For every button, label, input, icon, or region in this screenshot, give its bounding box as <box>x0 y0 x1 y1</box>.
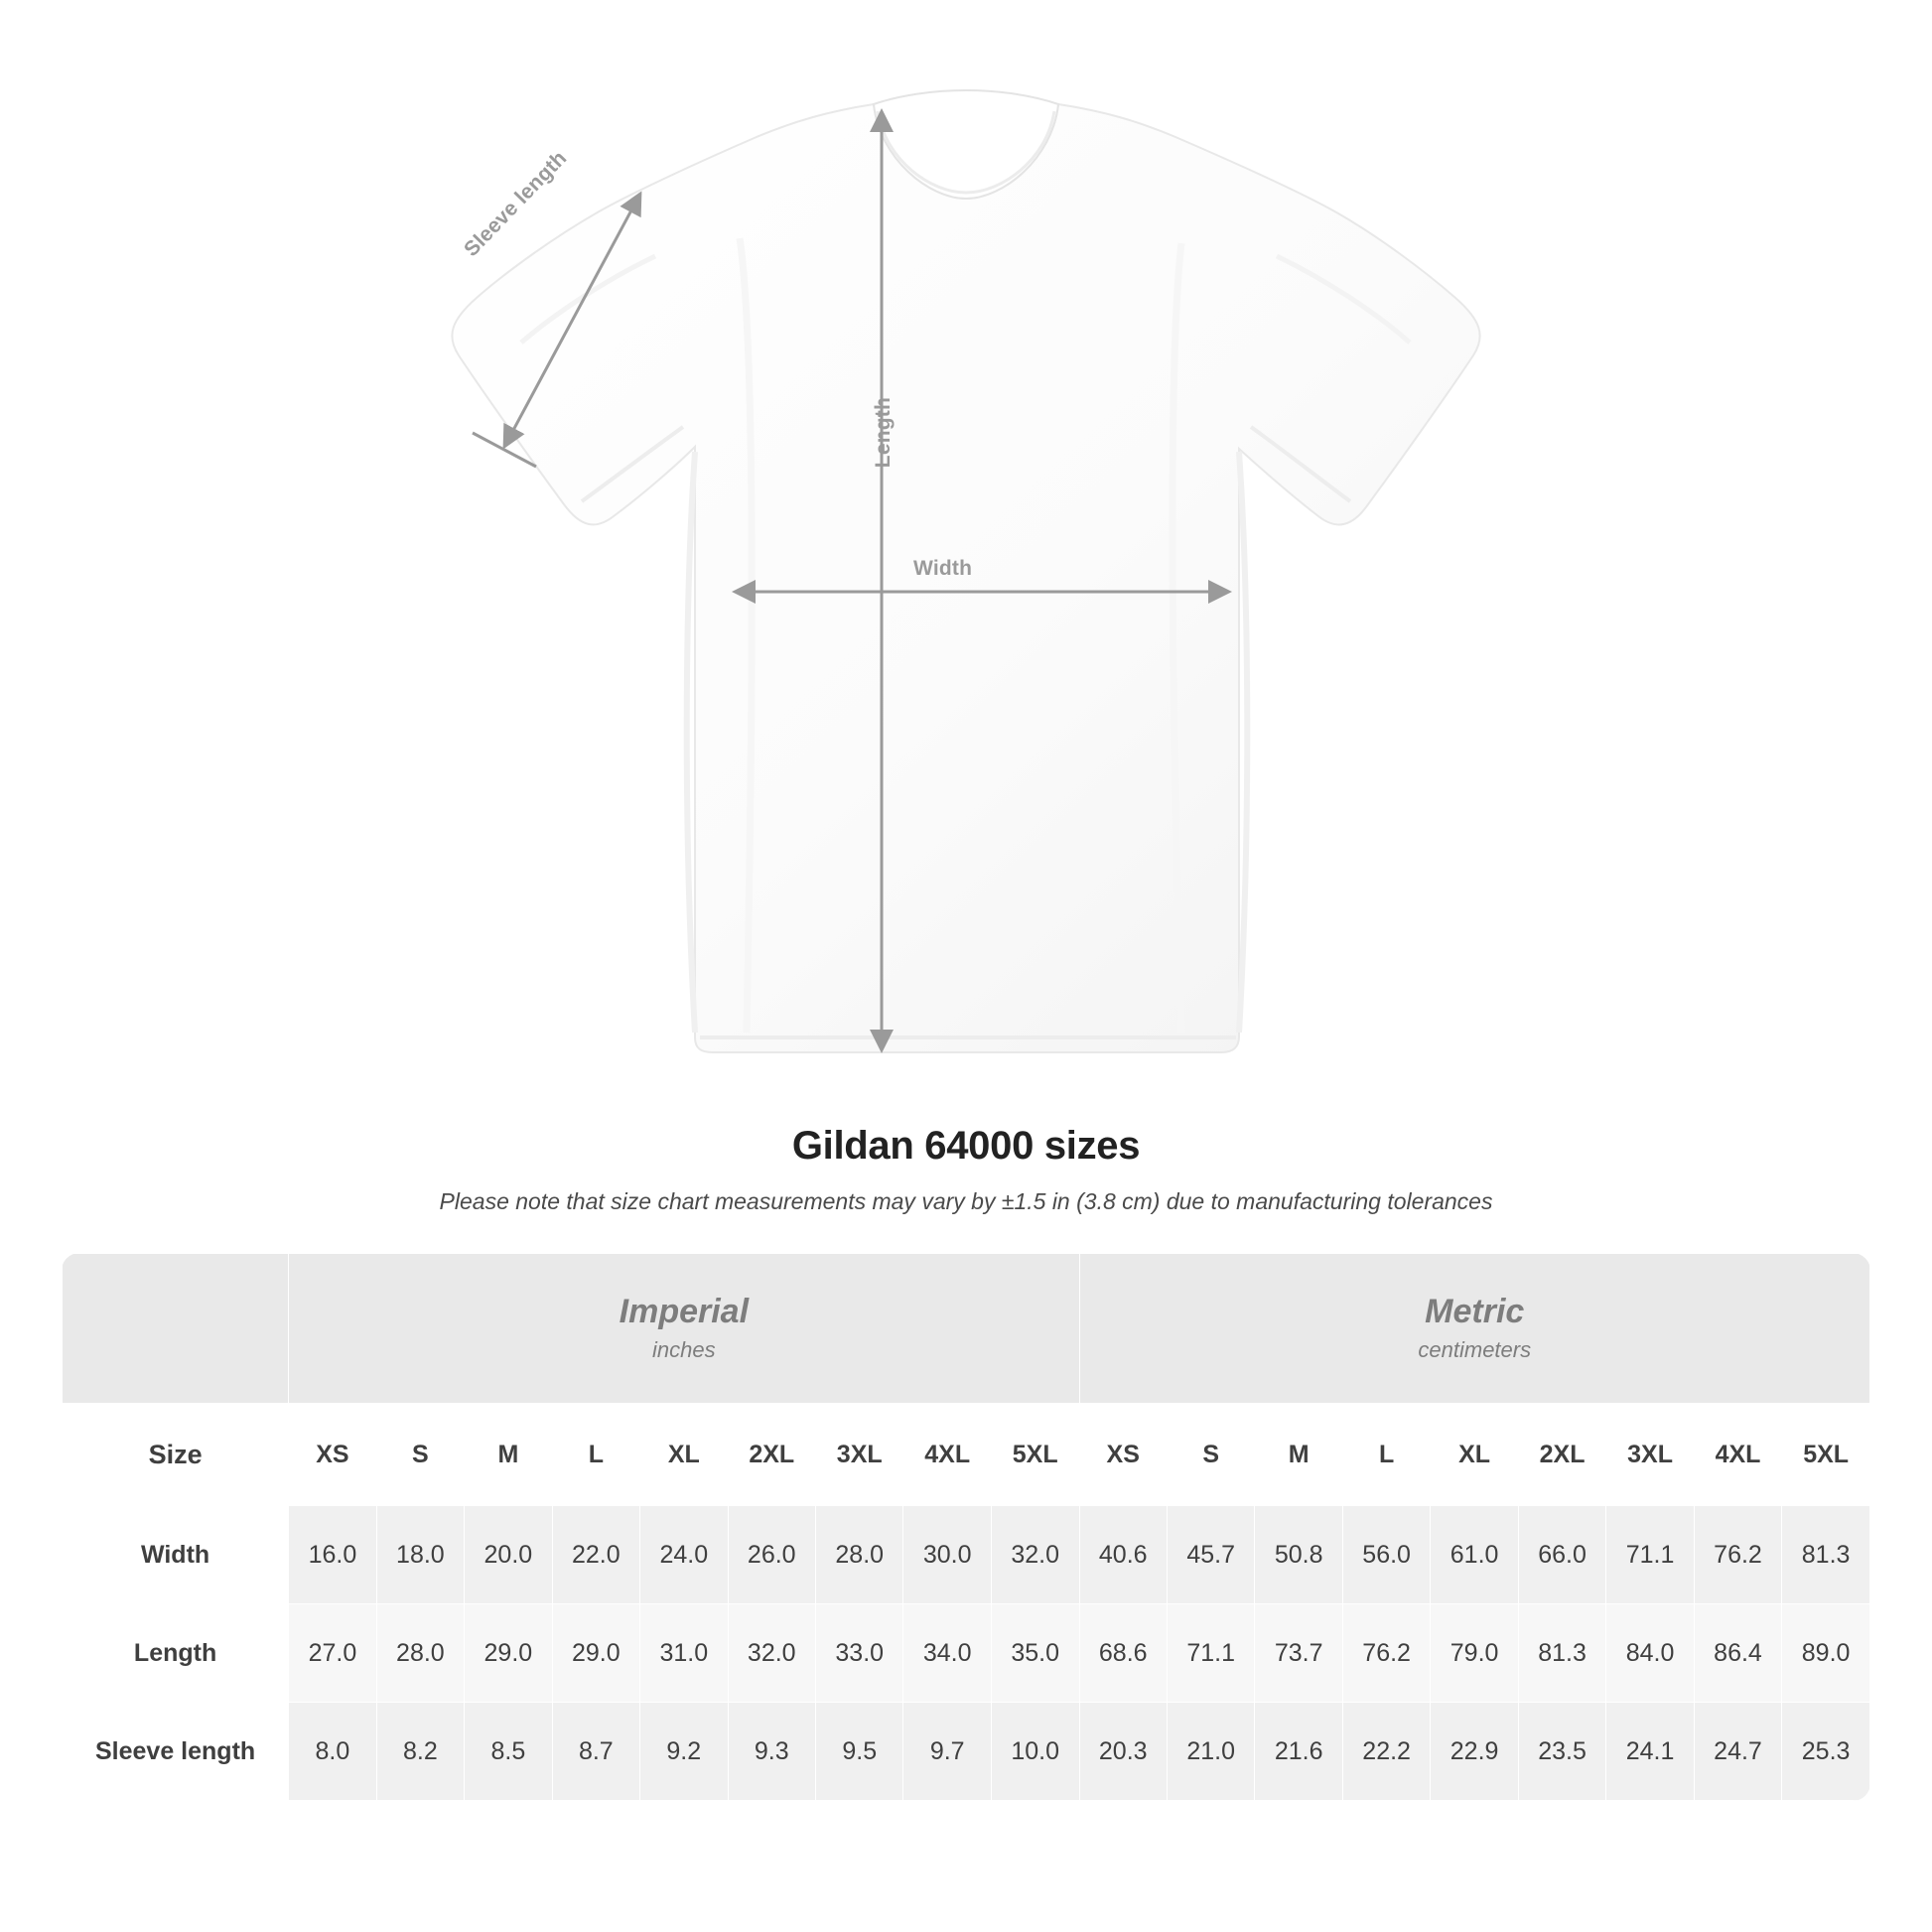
unit-metric <box>1079 1254 1870 1404</box>
size-col-5xl-metric: 5XL <box>1782 1404 1870 1506</box>
cell-length-16: 86.4 <box>1694 1604 1781 1703</box>
cell-sleeve-1: 8.2 <box>376 1703 464 1801</box>
cell-length-1: 28.0 <box>376 1604 464 1703</box>
cell-length-5: 32.0 <box>728 1604 815 1703</box>
cell-sleeve-15: 24.1 <box>1606 1703 1694 1801</box>
width-label: Width <box>913 557 973 580</box>
size-col-xl-imperial: XL <box>640 1404 728 1506</box>
cell-length-8: 35.0 <box>991 1604 1079 1703</box>
cell-sleeve-11: 21.6 <box>1255 1703 1342 1801</box>
cell-length-2: 29.0 <box>465 1604 552 1703</box>
size-col-2xl-metric: 2XL <box>1518 1404 1605 1506</box>
cell-length-7: 34.0 <box>903 1604 991 1703</box>
size-table-container <box>62 1253 1870 1801</box>
cell-length-11: 73.7 <box>1255 1604 1342 1703</box>
cell-width-0: 16.0 <box>289 1506 376 1604</box>
size-col-3xl-imperial: 3XL <box>816 1404 903 1506</box>
cell-width-13: 61.0 <box>1431 1506 1518 1604</box>
cell-width-4: 24.0 <box>640 1506 728 1604</box>
cell-length-4: 31.0 <box>640 1604 728 1703</box>
cell-sleeve-14: 23.5 <box>1518 1703 1605 1801</box>
table-row <box>63 1604 1870 1703</box>
cell-length-3: 29.0 <box>552 1604 639 1703</box>
cell-width-10: 45.7 <box>1167 1506 1254 1604</box>
size-table <box>62 1253 1870 1801</box>
size-col-m-imperial: M <box>465 1404 552 1506</box>
sleeve-length-label: Sleeve length <box>460 146 572 261</box>
cell-sleeve-8: 10.0 <box>991 1703 1079 1801</box>
cell-sleeve-9: 20.3 <box>1079 1703 1167 1801</box>
cell-width-16: 76.2 <box>1694 1506 1781 1604</box>
size-col-xl-metric: XL <box>1431 1404 1518 1506</box>
cell-width-1: 18.0 <box>376 1506 464 1604</box>
cell-sleeve-3: 8.7 <box>552 1703 639 1801</box>
unit-imperial <box>289 1254 1079 1404</box>
cell-sleeve-4: 9.2 <box>640 1703 728 1801</box>
size-col-xs-imperial: XS <box>289 1404 376 1506</box>
chart-heading <box>0 1124 1932 1215</box>
size-header-row <box>63 1404 1870 1506</box>
row-label-length: Length <box>63 1604 289 1703</box>
cell-length-15: 84.0 <box>1606 1604 1694 1703</box>
cell-sleeve-17: 25.3 <box>1782 1703 1870 1801</box>
cell-sleeve-5: 9.3 <box>728 1703 815 1801</box>
cell-width-5: 26.0 <box>728 1506 815 1604</box>
unit-imperial-sub: inches <box>652 1336 716 1362</box>
size-col-3xl-metric: 3XL <box>1606 1404 1694 1506</box>
size-col-4xl-imperial: 4XL <box>903 1404 991 1506</box>
row-label-sleeve-length: Sleeve length <box>63 1703 289 1801</box>
cell-width-9: 40.6 <box>1079 1506 1167 1604</box>
cell-length-10: 71.1 <box>1167 1604 1254 1703</box>
page-title: Gildan 64000 sizes <box>791 1124 1141 1168</box>
size-col-l-imperial: L <box>552 1404 639 1506</box>
unit-imperial-name: Imperial <box>619 1293 750 1331</box>
table-row <box>63 1703 1870 1801</box>
tolerance-note: Please note that size chart measurements may vary by ±1.5 in (3.8 cm) due to manufacturing tolerances <box>439 1188 1493 1214</box>
cell-width-3: 22.0 <box>552 1506 639 1604</box>
cell-sleeve-13: 22.9 <box>1431 1703 1518 1801</box>
size-col-s-imperial: S <box>376 1404 464 1506</box>
cell-sleeve-0: 8.0 <box>289 1703 376 1801</box>
cell-width-8: 32.0 <box>991 1506 1079 1604</box>
cell-length-9: 68.6 <box>1079 1604 1167 1703</box>
cell-width-15: 71.1 <box>1606 1506 1694 1604</box>
cell-width-6: 28.0 <box>816 1506 903 1604</box>
cell-width-2: 20.0 <box>465 1506 552 1604</box>
unit-metric-name: Metric <box>1425 1293 1525 1331</box>
cell-length-14: 81.3 <box>1518 1604 1605 1703</box>
cell-width-7: 30.0 <box>903 1506 991 1604</box>
cell-sleeve-12: 22.2 <box>1342 1703 1430 1801</box>
cell-sleeve-6: 9.5 <box>816 1703 903 1801</box>
cell-sleeve-16: 24.7 <box>1694 1703 1781 1801</box>
cell-sleeve-7: 9.7 <box>903 1703 991 1801</box>
size-col-5xl-imperial: 5XL <box>991 1404 1079 1506</box>
size-col-4xl-metric: 4XL <box>1694 1404 1781 1506</box>
cell-length-6: 33.0 <box>816 1604 903 1703</box>
size-col-2xl-imperial: 2XL <box>728 1404 815 1506</box>
size-col-xs-metric: XS <box>1079 1404 1167 1506</box>
table-row <box>63 1506 1870 1604</box>
cell-width-17: 81.3 <box>1782 1506 1870 1604</box>
unit-header-row <box>63 1254 1870 1404</box>
row-label-width: Width <box>63 1506 289 1604</box>
cell-width-14: 66.0 <box>1518 1506 1605 1604</box>
cell-length-13: 79.0 <box>1431 1604 1518 1703</box>
unit-metric-sub: centimeters <box>1418 1336 1532 1362</box>
cell-sleeve-10: 21.0 <box>1167 1703 1254 1801</box>
cell-sleeve-2: 8.5 <box>465 1703 552 1801</box>
cell-width-11: 50.8 <box>1255 1506 1342 1604</box>
cell-length-0: 27.0 <box>289 1604 376 1703</box>
size-col-l-metric: L <box>1342 1404 1430 1506</box>
cell-length-17: 89.0 <box>1782 1604 1870 1703</box>
length-label: Length <box>872 397 895 469</box>
cell-length-12: 76.2 <box>1342 1604 1430 1703</box>
unit-header-spacer <box>63 1254 289 1404</box>
size-row-label: Size <box>63 1404 289 1506</box>
size-col-m-metric: M <box>1255 1404 1342 1506</box>
cell-width-12: 56.0 <box>1342 1506 1430 1604</box>
size-col-s-metric: S <box>1167 1404 1254 1506</box>
